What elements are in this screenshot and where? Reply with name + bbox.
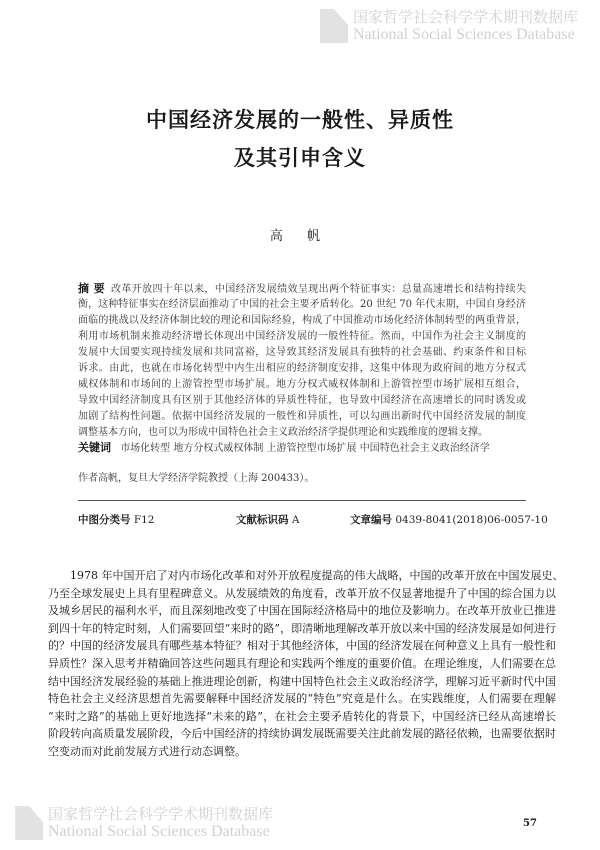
author-note: 作者高帆，复旦大学经济学院教授（上海 200433）。: [78, 473, 315, 484]
abstract-label: 摘 要: [78, 282, 105, 295]
body-text: [48, 567, 564, 761]
abstract-text: 面临的挑战以及经济体制比较的理论和国际经验，构成了中国推动市场化经济体制转型的两重背景，: [78, 315, 526, 326]
watermark-top: [320, 8, 578, 44]
keywords-label: 关键词: [78, 441, 111, 454]
doc-label: 文献标识码: [236, 514, 289, 526]
body-line: 空变动而对此前发展方式进行动态调整。: [48, 744, 246, 758]
abstract-text: 利用市场机制来推动经济增长体现出中国经济发展的一般性特征。然而，中国作为社会主义制度的: [78, 331, 526, 342]
database-logo-icon: [320, 9, 348, 43]
database-logo-icon: [15, 806, 43, 840]
title-line-2: 及其引申含义: [234, 146, 366, 170]
clc-number: [78, 512, 155, 528]
abstract-line: [78, 345, 526, 361]
clc-label: 中图分类号: [78, 514, 131, 526]
watermark-en: National Social Sciences Database: [48, 823, 270, 840]
abstract-text: 调整基本方向，也可以为形成中国特色社会主义政治经济学提供理论和实践维度的逻辑支撑。: [78, 427, 488, 438]
abstract-line: [78, 297, 526, 313]
abstract-text: 诉求。由此，也就在市场化转型中内生出相应的经济制度安排，这集中体现为政府间的地方分权式: [78, 363, 526, 374]
abstract-line: [78, 313, 526, 329]
watermark-cn: 国家哲学社会科学学术期刊数据库: [48, 805, 274, 823]
abstract-text: 发展中大国要实现持续发展和共同富裕，这导致其经济发展具有独特的社会基础、约束条件和目标: [78, 347, 526, 358]
body-line: 阶段转向高质量发展阶段，今后中国经济的持续协调发展既需要关注此前发展的路径依赖，也需要依据时: [48, 727, 556, 741]
abstract-line: [78, 361, 526, 377]
clc-value: F12: [133, 514, 155, 526]
abstract-line: [78, 393, 526, 409]
abstract-line: [78, 409, 526, 425]
doc-code: [236, 512, 299, 528]
abstract-line: [78, 377, 526, 393]
body-line: 特色社会主义经济思想首先需要解释中国经济发展的“特色”究竟是什么。在实践维度，人们需要在理解: [48, 692, 556, 706]
body-line: 1978 年中国开启了对内市场化改革和对外开放程度提高的伟大战略，中国的改革开放在中国发展史、: [70, 569, 564, 582]
body-line: 到四十年的特定时刻，人们需要回望“来时的路”，即清晰地理解改革开放以来中国的经济发展是如何进行: [48, 621, 556, 635]
body-line: 乃至全球发展史上具有里程碑意义。从发展绩效的角度看，改革开放不仅显著地提升了中国的综合国力以: [48, 586, 556, 600]
abstract-text: 威权体制和市场间的上游管控型市场扩展。地方分权式威权体制和上游管控型市场扩展相互组合，: [78, 379, 526, 390]
body-line: “来时之路”的基础上更好地选择“未来的路”，在社会主要矛盾转化的背景下，中国经济已经从高速增长: [48, 709, 556, 723]
title-line-1: 中国经济发展的一般性、异质性: [146, 108, 454, 132]
abstract-text: 衡，这种特征事实在经济层面推动了中国的社会主要矛盾转化。20 世纪 70 年代末期，中国自身经济: [78, 299, 526, 310]
body-line: 及城乡居民的福利水平，而且深刻地改变了中国在国际经济格局中的地位及影响力。在改革开放业已推进: [48, 604, 556, 618]
abstract-line: [78, 329, 526, 345]
abstract-text: 导致中国经济制度具有区别于其他经济体的异质性特征，也导致中国经济在高速增长的同时诱发或: [78, 395, 526, 406]
keywords-text: 市场化转型 地方分权式威权体制 上游管控型市场扩展 中国特色社会主义政治经济学: [120, 443, 490, 454]
author: 高 帆: [269, 229, 331, 244]
body-line: 异质性？深入思考并精确回答这些问题具有理论和实践两个维度的重要价值。在理论维度，人们需要在总: [48, 656, 556, 670]
abstract: [78, 281, 526, 441]
page-number: 57: [523, 818, 537, 829]
keywords: [78, 440, 490, 457]
abstract-line: [78, 281, 526, 297]
watermark-en: National Social Sciences Database: [353, 26, 575, 43]
art-value: 0439-8041(2018)06-0057-10: [395, 514, 548, 526]
divider: [78, 500, 526, 501]
body-line: 的？中国的经济发展具有哪些基本特征？相对于其他经济体，中国的经济发展在何种意义上具有一般性和: [48, 639, 556, 653]
abstract-text: 加剧了结构性问题。依据中国经济发展的一般性和异质性，可以勾画出新时代中国经济发展的制度: [78, 411, 526, 422]
body-line: 结中国经济发展经验的基础上推进理论创新，构建中国特色社会主义政治经济学，理解习近平新时代中国: [48, 674, 556, 688]
abstract-line: [78, 425, 526, 441]
article-number: [350, 512, 548, 528]
art-label: 文章编号: [350, 514, 392, 526]
watermark-cn: 国家哲学社会科学学术期刊数据库: [353, 8, 579, 26]
doc-value: A: [291, 514, 300, 526]
watermark-bottom: [15, 805, 273, 841]
abstract-text: 改革开放四十年以来，中国经济发展绩效呈现出两个特征事实：总量高速增长和结构持续失: [110, 284, 526, 295]
